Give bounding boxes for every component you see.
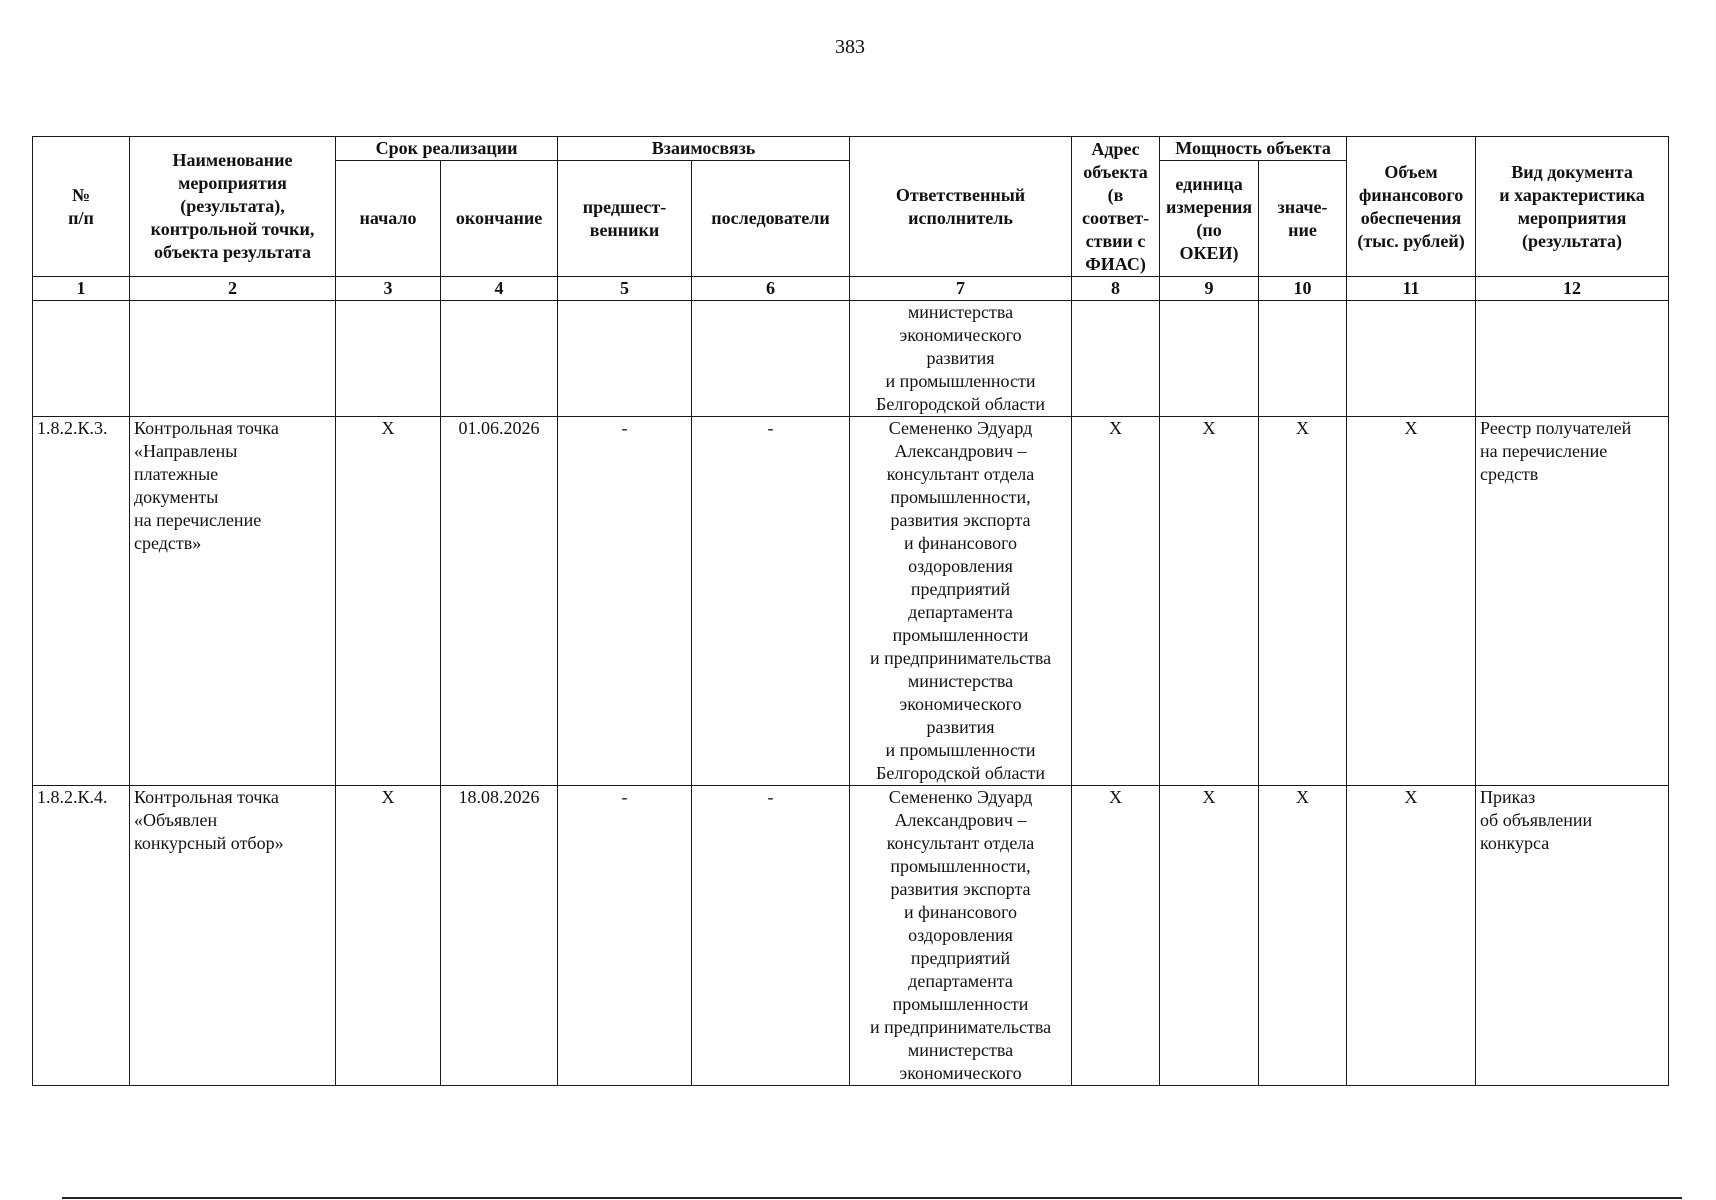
header-finance: Объем финансового обеспечения (тыс. рублей) [1347,137,1476,277]
cell-document: Реестр получателей на перечисление средств [1476,417,1669,786]
table-row [33,301,1669,417]
cell-unit [1160,301,1259,417]
cell-responsible: министерства экономического развития и промышленности Белгородской области [850,301,1072,417]
cell-name: Контрольная точка «Направлены платежные документы на перечисление средств» [130,417,336,786]
cell-document: Приказ об объявлении конкурса [1476,786,1669,1086]
header-unit: единица измерения (по ОКЕИ) [1160,161,1259,277]
header-capacity-group: Мощность объекта [1160,137,1347,161]
cell-value: X [1259,786,1347,1086]
cell-id [33,301,130,417]
cell-name [130,301,336,417]
cell-successors: - [692,417,850,786]
header-name: Наименование мероприятия (результата), контрольной точки, объекта результата [130,137,336,277]
cell-responsible: Семененко Эдуард Александрович – консультант отдела промышленности, развития экспорта и финансового оздоровления предприятий департамента промышленности и предпринимательства министерства экономического развития и промышленности Белгородской области [850,417,1072,786]
cell-finance: X [1347,417,1476,786]
cell-value [1259,301,1347,417]
column-number: 12 [1476,277,1669,301]
column-number: 10 [1259,277,1347,301]
header-number: № п/п [33,137,130,277]
column-numbers-row [33,277,1669,301]
cell-start: X [336,786,441,1086]
column-number: 1 [33,277,130,301]
cell-unit: X [1160,786,1259,1086]
cell-successors: - [692,786,850,1086]
column-number: 6 [692,277,850,301]
column-number: 2 [130,277,336,301]
column-number: 4 [441,277,558,301]
header-document: Вид документа и характеристика мероприятия (результата) [1476,137,1669,277]
column-number: 9 [1160,277,1259,301]
column-number: 5 [558,277,692,301]
column-number: 3 [336,277,441,301]
cell-successors [692,301,850,417]
cell-predecessors [558,301,692,417]
cell-start [336,301,441,417]
header-term-group: Срок реализации [336,137,558,161]
cell-address: X [1072,786,1160,1086]
cell-value: X [1259,417,1347,786]
cell-id: 1.8.2.К.4. [33,786,130,1086]
column-number: 8 [1072,277,1160,301]
table-row [33,786,1669,1086]
cell-finance [1347,301,1476,417]
cell-responsible: Семененко Эдуард Александрович – консультант отдела промышленности, развития экспорта и финансового оздоровления предприятий департамента промышленности и предпринимательства министерства экономического [850,786,1072,1086]
header-successors: последователи [692,161,850,277]
cell-address [1072,301,1160,417]
header-end: окончание [441,161,558,277]
header-responsible: Ответственный исполнитель [850,137,1072,277]
page-number: 383 [835,36,865,58]
cell-name: Контрольная точка «Объявлен конкурсный отбор» [130,786,336,1086]
cell-end: 01.06.2026 [441,417,558,786]
activities-table [32,136,1669,1086]
cell-end [441,301,558,417]
cell-start: X [336,417,441,786]
header-value: значе- ние [1259,161,1347,277]
cell-finance: X [1347,786,1476,1086]
header-address: Адрес объекта (в соответ- ствии с ФИАС) [1072,137,1160,277]
cell-id: 1.8.2.К.3. [33,417,130,786]
cell-document [1476,301,1669,417]
column-number: 7 [850,277,1072,301]
cell-address: X [1072,417,1160,786]
cell-end: 18.08.2026 [441,786,558,1086]
cell-unit: X [1160,417,1259,786]
column-number: 11 [1347,277,1476,301]
bottom-rule [62,1197,1682,1199]
header-link-group: Взаимосвязь [558,137,850,161]
cell-predecessors: - [558,786,692,1086]
table-row [33,417,1669,786]
header-start: начало [336,161,441,277]
header-predecessors: предшест- венники [558,161,692,277]
cell-predecessors: - [558,417,692,786]
